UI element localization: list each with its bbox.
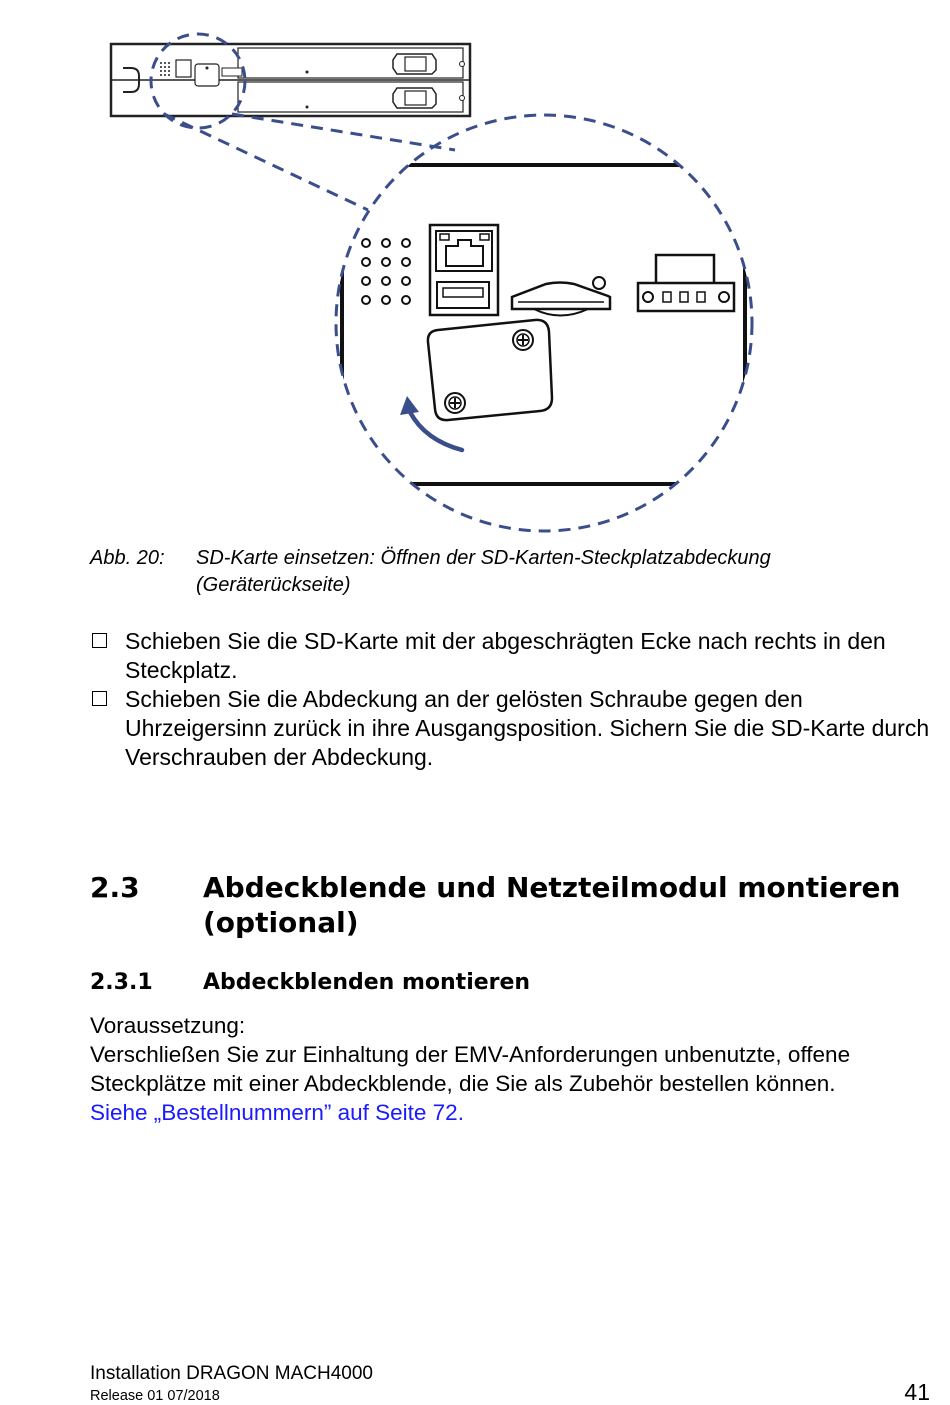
checkbox-icon bbox=[92, 691, 107, 706]
page-number: 41 bbox=[904, 1379, 930, 1405]
section-number: 2.3 bbox=[90, 871, 140, 904]
checkbox-icon bbox=[92, 633, 107, 648]
ethernet-port-icon bbox=[436, 231, 492, 271]
sd-slot-cover-plate bbox=[428, 320, 552, 420]
section-title: Abdeckblende und Netzteilmodul montieren (optional) bbox=[203, 871, 901, 939]
subsection-title: Abdeckblenden montieren bbox=[203, 970, 531, 995]
device-rear-panel bbox=[111, 44, 470, 116]
body-paragraph bbox=[90, 1040, 935, 1127]
prerequisite-label: Voraussetzung: bbox=[90, 1013, 246, 1038]
subsection-number: 2.3.1 bbox=[90, 970, 153, 995]
sd-card-installation-figure bbox=[0, 0, 950, 540]
footer-release: Release 01 07/2018 bbox=[90, 1388, 220, 1404]
step-item bbox=[90, 685, 930, 772]
order-numbers-link[interactable]: Siehe „Bestellnummern” auf Seite 72. bbox=[90, 1100, 464, 1125]
figure-caption-text: SD-Karte einsetzen: Öffnen der SD-Karten-Steckplatzabdeckung (Geräterückseite) bbox=[196, 547, 771, 596]
step-item bbox=[90, 627, 930, 685]
footer-title: Installation DRAGON MACH4000 bbox=[90, 1363, 373, 1384]
step-text: Schieben Sie die SD-Karte mit der abgeschrägten Ecke nach rechts in den Steckplatz. bbox=[125, 628, 886, 683]
body-text: Verschließen Sie zur Einhaltung der EMV-Anforderungen unbenutzte, offene Steckplätze mit einer Abdeckblende, die Sie als Zubehör bestellen können. bbox=[90, 1042, 851, 1096]
step-text: Schieben Sie die Abdeckung an der gelösten Schraube gegen den Uhrzeigersinn zurück in ihre Ausgangsposition. Sichern Sie die SD-Karte durch Verschrauben der Abdeckung. bbox=[125, 686, 930, 770]
usb-port-icon bbox=[437, 282, 489, 308]
figure-label: Abb. 20: bbox=[90, 547, 165, 569]
